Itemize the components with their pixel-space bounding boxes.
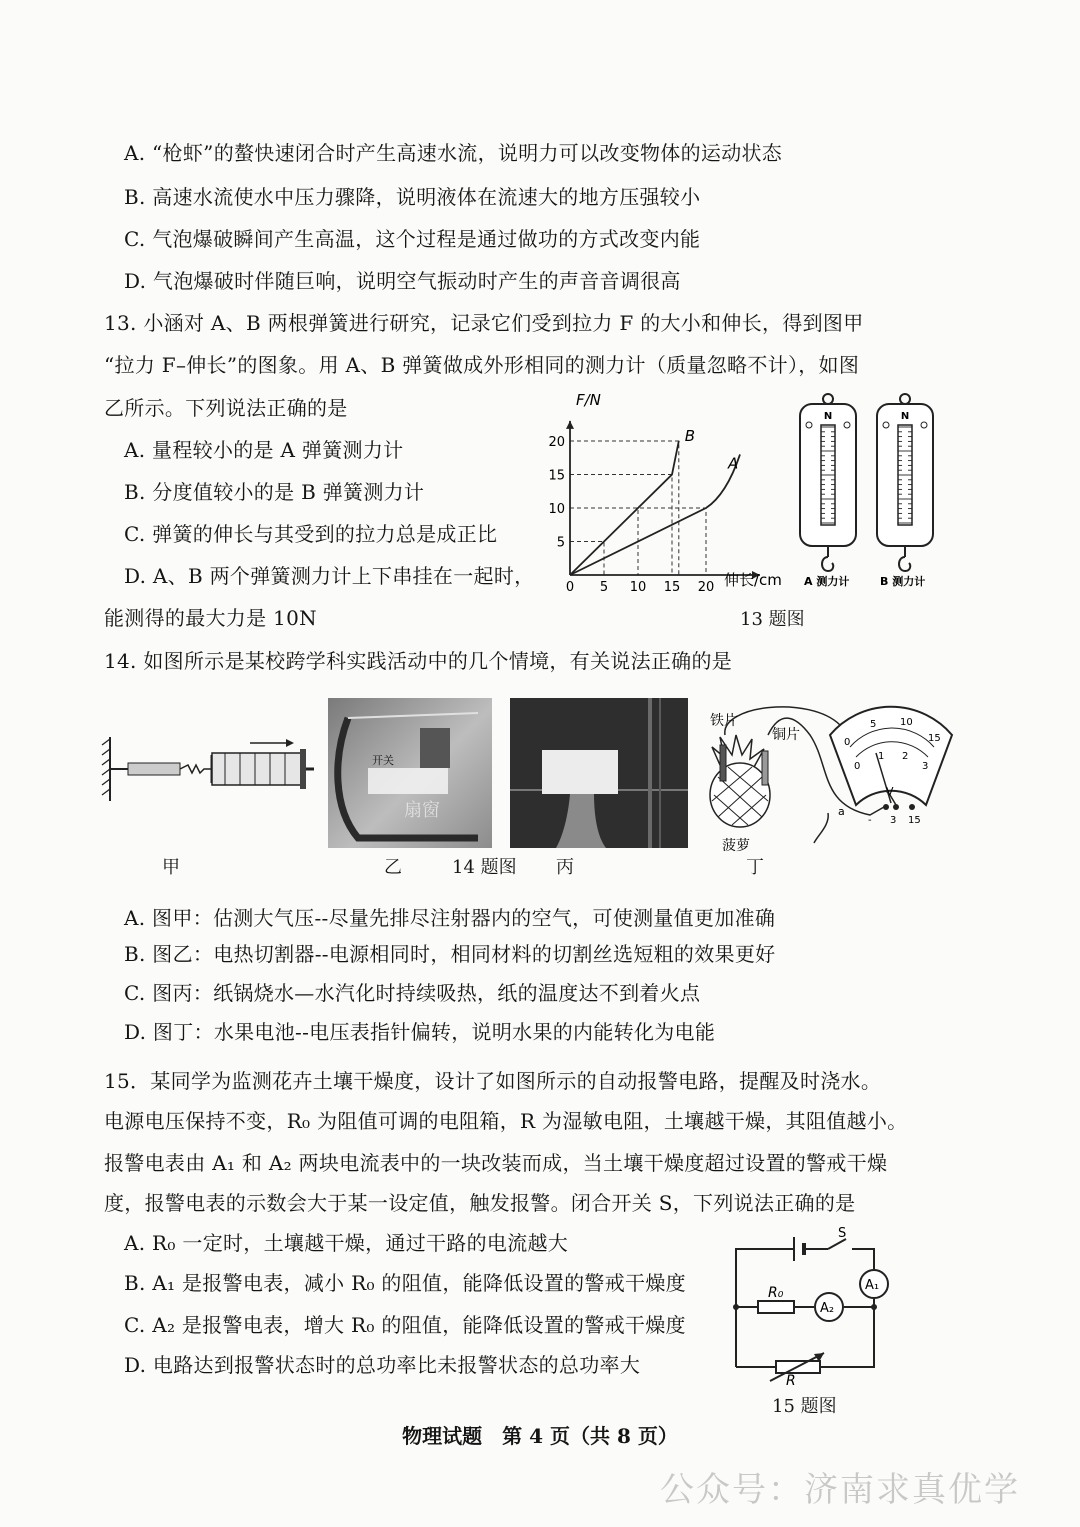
terminal-15: 15 [908,815,921,826]
q14-stem: 14. 如图所示是某校跨学科实践活动中的几个情境，有关说法正确的是 [104,649,733,673]
q14-option-c: C. 图丙：纸锅烧水—水汽化时持续吸热，纸的温度达不到着火点 [124,981,701,1005]
q13-stem-2: “拉力 F–伸长”的图象。用 A、B 弹簧做成外形相同的测力计（质量忽略不计），如图 [104,353,860,377]
q15-option-b: B. A₁ 是报警电表，减小 R₀ 的阻值，能降低设置的警戒干燥度 [124,1271,686,1295]
x-tick-label: 15 [663,580,681,595]
alarm-circuit-diagram [720,1225,900,1385]
switch-s-label: S [838,1226,847,1241]
fruit-battery-figure [690,695,960,855]
terminal-minus: - [868,815,872,826]
meter-v-label: V [886,785,894,798]
q15-option-d: D. 电路达到报警状态时的总功率比未报警状态的总功率大 [124,1353,641,1377]
a2-label: A₂ [820,1301,835,1316]
q15-stem-4: 度，报警电表的示数会大于某一设定值，触发报警。闭合开关 S，下列说法正确的是 [104,1191,856,1215]
iron-label: 铁片 [710,713,738,729]
label-yi: 乙 [384,857,402,878]
q12-option-d: D. 气泡爆破时伴随巨响，说明空气振动时产生的声音音调很高 [124,269,681,293]
x-tick-label: 0 [565,580,575,595]
scale-a-label: A 测力计 [804,575,850,588]
q13-option-c: C. 弹簧的伸长与其受到的拉力总是成正比 [124,522,498,546]
meter-bottom-3: 3 [922,761,929,772]
photo-watermark: 扇窗 [404,800,440,821]
meter-top-0: 0 [844,737,851,748]
copper-label: 铜片 [772,727,800,743]
x-axis-label: 伸长/cm [724,571,782,589]
q15-stem-1: 15．某同学为监测花卉土壤干燥度，设计了如图所示的自动报警电路，提醒及时浇水。 [104,1069,882,1093]
pineapple-label: 菠萝 [722,838,750,854]
y-axis-arrow [566,421,574,429]
x-tick-label: 10 [629,580,647,595]
q15-stem-3: 报警电表由 A₁ 和 A₂ 两块电流表中的一块改装而成，当土壤干燥度超过设置的警戒干燥 [104,1151,888,1175]
y-tick-label: 15 [548,468,565,484]
scale-a [800,394,856,588]
q12-option-c: C. 气泡爆破瞬间产生高温，这个过程是通过做功的方式改变内能 [124,227,701,251]
force-extension-graph [540,385,790,595]
q13-stem-3: 乙所示。下列说法正确的是 [104,396,348,420]
meter-top-10: 10 [900,717,913,728]
terminal-a: a [838,805,845,818]
page-footer: 物理试题 第 4 页（共 8 页） [402,1424,678,1448]
x-tick-label: 5 [599,580,609,595]
pineapple [710,735,770,827]
x-tick-label: 20 [697,580,715,595]
q14-option-a: A. 图甲：估测大气压--尽量先排尽注射器内的空气，可使测量值更加准确 [124,906,776,930]
q13-option-a: A. 量程较小的是 A 弹簧测力计 [124,438,404,462]
label-ding: 丁 [746,857,764,878]
meter-bottom-1: 1 [878,751,885,762]
label-jia: 甲 [162,857,180,878]
meter-bottom-0: 0 [854,761,861,772]
meter-top-5: 5 [870,719,877,730]
r0-label: R₀ [768,1285,784,1301]
spring-scales-figure [790,385,950,595]
r-label: R [786,1373,796,1385]
switch-label: 开关 [372,754,394,767]
y-tick-label: 10 [548,502,565,517]
q13-caption: 13 题图 [740,609,805,630]
q13-option-d-cont: 能测得的最大力是 10N [104,606,317,630]
q13-stem-1: 13. 小涵对 A、B 两根弹簧进行研究，记录它们受到拉力 F 的大小和伸长，得到图甲 [104,311,864,335]
q15-option-a: A. R₀ 一定时，土壤越干燥，通过干路的电流越大 [124,1231,569,1255]
q15-stem-2: 电源电压保持不变，R₀ 为阻值可调的电阻箱，R 为湿敏电阻，土壤越干燥，其阻值越小。 [104,1109,908,1133]
q13-option-b: B. 分度值较小的是 B 弹簧测力计 [124,480,425,504]
q14-option-b: B. 图乙：电热切割器--电源相同时，相同材料的切割丝选短粗的效果更好 [124,942,776,966]
meter-top-15: 15 [928,733,941,744]
account-watermark: 公众号：济南求真优学 [660,1470,1020,1510]
scale-a-unit: N [823,411,833,422]
scale-b-label: B 测力计 [880,575,926,588]
meter-bottom-2: 2 [902,751,909,762]
voltmeter [830,707,952,805]
series-a-label: A [728,454,739,473]
q14-option-d: D. 图丁：水果电池--电压表指针偏转，说明水果的内能转化为电能 [124,1020,716,1044]
terminal-3: 3 [890,815,897,826]
scale-b-unit: N [900,411,910,422]
syringe-figure [100,735,315,805]
q13-option-d: D. A、B 两个弹簧测力计上下串挂在一起时， [124,564,535,588]
q15-caption: 15 题图 [772,1396,837,1417]
cutter-photo [328,698,492,848]
y-tick-label: 20 [548,435,565,450]
q12-option-a: A. “枪虾”的螯快速闭合时产生高速水流，说明力可以改变物体的运动状态 [124,141,783,165]
series-b-label: B [684,427,696,445]
q12-option-b: B. 高速水流使水中压力骤降，说明液体在流速大的地方压强较小 [124,185,701,209]
a1-label: A₁ [865,1278,880,1293]
q14-caption: 14 题图 [452,857,517,878]
series-a-line [570,454,740,575]
scale-b [877,394,933,588]
label-bing: 丙 [556,857,574,878]
y-axis-label: F/N [576,391,601,409]
paper-pot-photo [510,698,688,848]
y-tick-label: 5 [556,535,565,551]
q15-option-c: C. A₂ 是报警电表，增大 R₀ 的阻值，能降低设置的警戒干燥度 [124,1313,686,1337]
